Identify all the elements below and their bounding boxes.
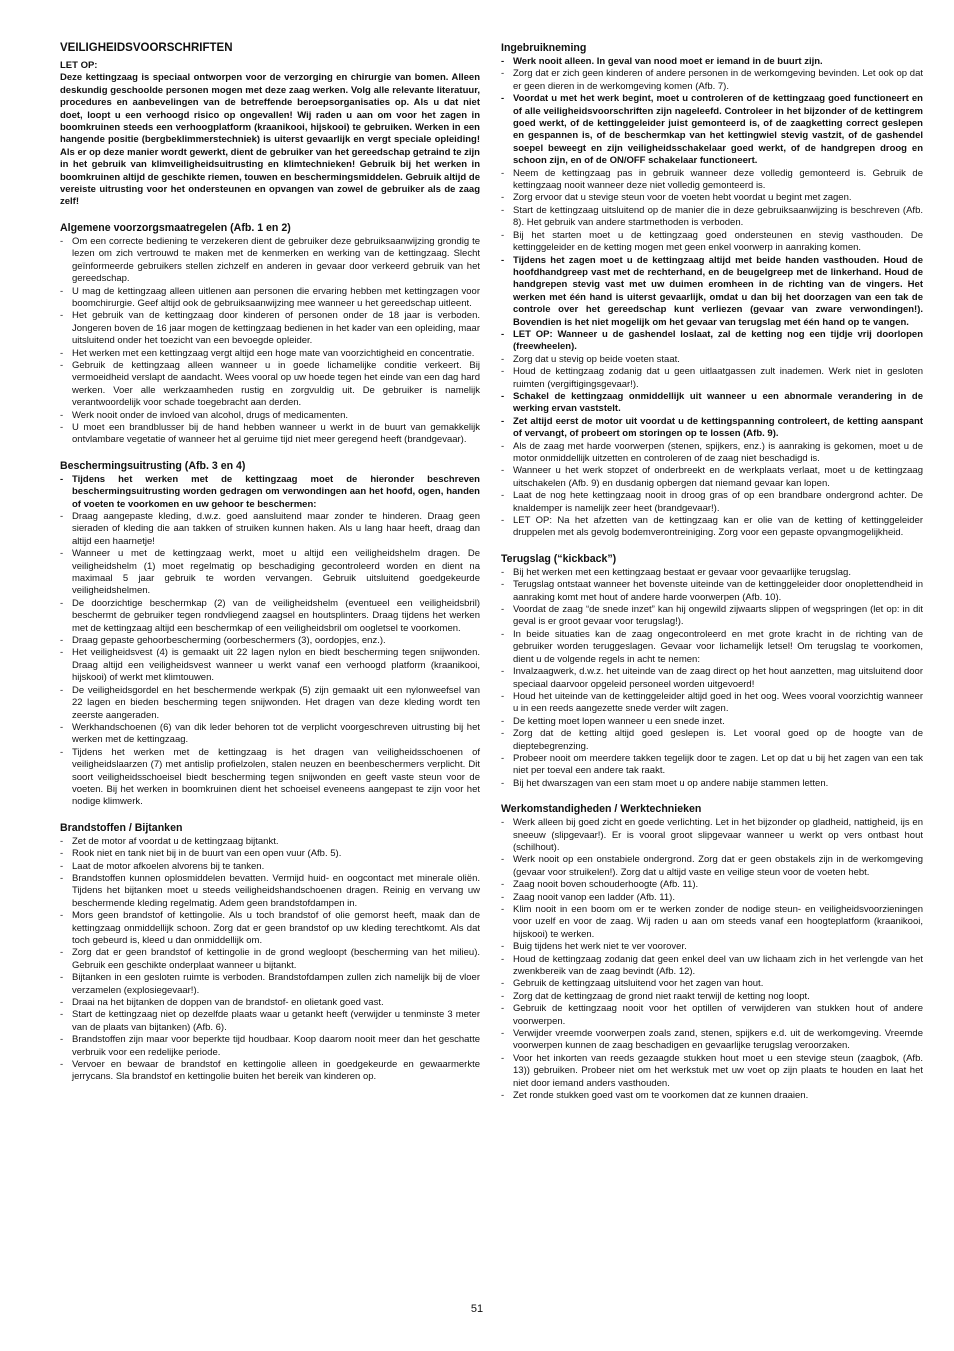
right-sections: [501, 42, 923, 1103]
list-item: - Laat de nog hete kettingzaag nooit in droog gras of op een brandbare ondergrond achter. De knaldemper is namelijk zeer heet (brandgevaar!).: [501, 490, 923, 515]
list-item: - Werk nooit alleen. In geval van nood moet er iemand in de buurt zijn.: [501, 56, 923, 68]
list-item: - Wanneer u met de kettingzaag werkt, moet u altijd een veiligheidshelm dragen. De veiligheidshelm (1) moet regelmatig op beschadiging gecontroleerd worden en dient na maximaal 5 jaar gebruik te worden vervangen. Gebruik uitsluitend goedgekeurde veiligheidshelmen.: [60, 548, 480, 598]
list-item: - Het gebruik van de kettingzaag door kinderen of personen onder de 18 jaar is verboden. Jongeren boven de 16 jaar mogen de kettingzaag bedienen in het kader van een opleiding, maar uitsluitend onder het toezicht van een bevoegde opleider.: [60, 310, 480, 347]
list-item: - Houd het uiteinde van de kettinggeleider altijd goed in het oog. Wees vooral voorzichtig wanneer u in een reeds aangezette snede verder wilt zagen.: [501, 691, 923, 716]
list-item: - Gebruik de kettingzaag alleen wanneer u in goede lichamelijke conditie verkeert. Bij vermoeidheid verslapt de aandacht. Wees vooral op uw hoede tegen het einde van een dag hard werken. Voer alle werkzaamheden rustig en zorgvuldig uit. De gebruiker is namelijk verantwoordelijk voor schade toegebracht aan derden.: [60, 360, 480, 410]
notice-label: LET OP:: [60, 60, 98, 71]
section-list: [501, 817, 923, 1102]
list-item: - Start de kettingzaag niet op dezelfde plaats waar u getankt heeft (verwijder u tenminste 3 meter van de plaats van bijtanken) (Afb. 6).: [60, 1009, 480, 1034]
page-title: VEILIGHEIDSVOORSCHRIFTEN: [60, 42, 233, 54]
list-item: - Voordat u met het werk begint, moet u controleren of de kettingzaag goed functioneert en of alle veiligheidsvoorschriften zijn nageleefd. Controleer in het bijzonder of de kettingrem goed werkt, of de kettinggeleider juist gemonteerd is, of de zaagketting correct geslepen en gespannen is, of de beschermkap van het kettingwiel stevig vastzit, of de gashendel soepel beweegt en zijn veiligheidsschakelaar goed werkt, of de handgrepen droog en schoon zijn, en of de ON/OFF schakelaar functioneert.: [501, 93, 923, 167]
list-item: - Tijdens het zagen moet u de kettingzaag altijd met beide handen vasthouden. Houd de hoofdhandgreep vast met de rechterhand, en de beugelgreep met de linkerhand. Houd de handgrepen stevig vast met uw duimen eromheen in de richting van de vingers. Het werken met één hand is uiterst gevaarlijk, omdat u dan bij het doorzagen van een tak de controle over het gereedschap kunt verliezen (gevaar van zware verwondingen!). Bovendien is het niet mogelijk om het gevaar van terugslag met één hand op te vangen.: [501, 255, 923, 329]
list-item: - Start de kettingzaag uitsluitend op de manier die in deze gebruiksaanwijzing is beschreven (Afb. 8). Het gebruik van andere startmethoden is verboden.: [501, 205, 923, 230]
section-heading: Ingebruikneming: [501, 42, 587, 54]
list-item: - In beide situaties kan de zaag ongecontroleerd en met grote kracht in de richting van de gebruiker worden teruggeslagen. Gevaar voor lichamelijk letsel! Om terugslag te voorkomen, dient u de volgende regels in acht te nemen:: [501, 629, 923, 666]
list-item: - Bij het werken met een kettingzaag bestaat er gevaar voor gevaarlijke terugslag.: [501, 567, 923, 579]
list-item: - Om een correcte bediening te verzekeren dient de gebruiker deze gebruiksaanwijzing grondig te lezen om zich vertrouwd te maken met de kenmerken en werking van de kettingzaag. Slecht geïnformeerde gebruikers stellen zichzelf en anderen in gevaar door verkeerd gebruik van het gereedschap.: [60, 236, 480, 286]
list-item: - Brandstoffen kunnen oplosmiddelen bevatten. Vermijd huid- en oogcontact met minerale oliën. Tijdens het bijtanken moet u steeds veiligheidshandschoenen dragen. Reinig en vervang uw beschermende kleding regelmatig. Adem geen brandstofdampen in.: [60, 873, 480, 910]
left-sections: [60, 222, 480, 1084]
list-item: - Schakel de kettingzaag onmiddellijk uit wanneer u een abnormale verandering in de werking ervan vaststelt.: [501, 391, 923, 416]
list-item: - Werk alleen bij goed zicht en goede verlichting. Let in het bijzonder op gladheid, nattigheid, ijs en sneeuw (slipgevaar!). Er is vooral groot slipgevaar wanneer u werkt op vers ontbast hout (schilhout).: [501, 817, 923, 854]
list-item: - De doorzichtige beschermkap (2) van de veiligheidshelm (eventueel een veiligheidsbril) beschermt de gebruiker tegen rondvliegend zaagsel en houtsplinters. Draag tijdens het werken met de kettingzaag altijd een beschermkap of een veiligheidsbril om oogletsel te voorkomen.: [60, 598, 480, 635]
list-item: - LET OP: Wanneer u de gashendel loslaat, zal de ketting nog een tijdje vrij doorlopen (freewheelen).: [501, 329, 923, 354]
list-item: - U mag de kettingzaag alleen uitlenen aan personen die ervaring hebben met kettingzagen voor boomchirurgie. Geef altijd ook de gebruiksaanwijzing mee wanneer u het gereedschap uitleent.: [60, 286, 480, 311]
list-item: - Verwijder vreemde voorwerpen zoals zand, stenen, spijkers e.d. uit de werkomgeving. Vreemde voorwerpen kunnen de zaag beschadigen en gevaarlijke terugslag veroorzaken.: [501, 1028, 923, 1053]
list-item: - Wanneer u het werk stopzet of onderbreekt en de werkplaats verlaat, moet u de kettingzaag uitschakelen (Afb. 9) en dusdanig opbergen dat niemand gevaar kan lopen.: [501, 465, 923, 490]
list-item: - Mors geen brandstof of kettingolie. Als u toch brandstof of olie gemorst heeft, maak dan de kettingzaag onmiddellijk schoon. Zorg dat er geen brandstof op uw kleding terechtkomt. Als dat toch gebeurd is, kleed u dan onmiddellijk om.: [60, 910, 480, 947]
list-item: - U moet een brandblusser bij de hand hebben wanneer u werkt in de buurt van gemakkelijk ontvlambare vegetatie of wanneer het al geruime tijd niet meer geregend heeft (brandgevaar).: [60, 422, 480, 447]
list-item: - Werk nooit op een onstabiele ondergrond. Zorg dat er geen obstakels zijn in de werkomgeving (gevaar voor struikelen!). Zorg dat u altijd vaste en veilige steun voor de voeten hebt.: [501, 854, 923, 879]
list-item: - Buig tijdens het werk niet te ver voorover.: [501, 941, 923, 953]
list-item: - Zorg ervoor dat u stevige steun voor de voeten hebt voordat u begint met zagen.: [501, 192, 923, 204]
list-item: - Als de zaag met harde voorwerpen (stenen, spijkers, enz.) is aanraking is gekomen, moet u de motor onmiddellijk uitzetten en controleren of de zaag niet beschadigd is.: [501, 441, 923, 466]
list-item: - Laat de motor afkoelen alvorens bij te tanken.: [60, 861, 480, 873]
list-item: - Zorg dat de kettingzaag de grond niet raakt terwijl de ketting nog loopt.: [501, 991, 923, 1003]
section-list: [501, 567, 923, 790]
list-item: - Werkhandschoenen (6) van dik leder behoren tot de verplicht voorgeschreven uitrusting bij het werken met de kettingzaag.: [60, 722, 480, 747]
list-item: - Zorg dat de ketting altijd goed geslepen is. Let vooral goed op de hoogte van de dieptebegrenzing.: [501, 728, 923, 753]
list-item: - Gebruik de kettingzaag nooit voor het optillen of verwijderen van stukken hout of andere voorwerpen.: [501, 1003, 923, 1028]
list-item: - Bij het starten moet u de kettingzaag goed ondersteunen en stevig vasthouden. De kettinggeleider en de ketting mogen met geen enkel voorwerp in aanraking komen.: [501, 230, 923, 255]
list-item: - Gebruik de kettingzaag uitsluitend voor het zagen van hout.: [501, 978, 923, 990]
list-item: - Tijdens het werken met de kettingzaag is het dragen van veiligheidsschoenen of veiligheidslaarzen (7) met antislip profielzolen, stalen neuzen en beenbeschermers verplicht. Dit soort veiligheidsschoeisel biedt bescherming tegen snijwonden en geeft vaste steun voor de voeten. Bij het werken in boomkruinen dient het schoeisel eveneens aangepast te zijn voor het nodige klimwerk.: [60, 747, 480, 809]
section-heading: Terugslag (“kickback”): [501, 552, 617, 565]
list-item: - Klim nooit in een boom om er te werken zonder de nodige steun- en veiligheidsvoorzieningen voor uzelf en voor de zaag. Wij raden u aan om steeds vanaf een hoogteplatform (kraanikooi, hijskooi) te werken.: [501, 904, 923, 941]
list-item: - Zet de motor af voordat u de kettingzaag bijtankt.: [60, 836, 480, 848]
list-item: - Probeer nooit om meerdere takken tegelijk door te zagen. Let op dat u bij het zagen van een tak niet per toeval een andere tak raakt.: [501, 753, 923, 778]
list-item: - Voor het inkorten van reeds gezaagde stukken hout moet u een stevige steun (zaagbok, (Afb. 13)) gebruiken. Probeer niet om het werkstuk met uw voet op zijn plaats te houden en laat het niet door iemand anders vasthouden.: [501, 1053, 923, 1090]
list-item: - Werk nooit onder de invloed van alcohol, drugs of medicamenten.: [60, 410, 480, 422]
left-column: [60, 42, 480, 1084]
section-heading: Brandstoffen / Bijtanken: [60, 821, 183, 834]
list-item: - Het werken met een kettingzaag vergt altijd een hoge mate van voorzichtigheid en concentratie.: [60, 348, 480, 360]
section-heading: Beschermingsuitrusting (Afb. 3 en 4): [60, 459, 246, 472]
list-item: - Zaag nooit vanop een ladder (Afb. 11).: [501, 892, 923, 904]
list-item: - Draai na het bijtanken de doppen van de brandstof- en olietank goed vast.: [60, 997, 480, 1009]
list-item: - Zet ronde stukken goed vast om te voorkomen dat ze kunnen draaien.: [501, 1090, 923, 1102]
list-item: - Tijdens het werken met de kettingzaag moet de hieronder beschreven beschermingsuitrusting worden gedragen om verwondingen aan het hoofd, ogen, handen of voeten te voorkomen en uw gehoor te beschermen:: [60, 474, 480, 511]
list-item: - Invalzaagwerk, d.w.z. het uiteinde van de zaag direct op het hout aanzetten, mag uitsluitend door speciaal daarvoor opgeleid personeel worden uitgevoerd!: [501, 666, 923, 691]
section-list: [501, 56, 923, 540]
list-item: - De veiligheidsgordel en het beschermende werkpak (5) zijn gemaakt uit een nylonweefsel van 22 lagen en bieden bescherming tegen snijwonden. Het dragen van deze kleding wordt ten zeerste aangeraden.: [60, 685, 480, 722]
list-item: - Rook niet en tank niet bij in de buurt van een open vuur (Afb. 5).: [60, 848, 480, 860]
list-item: - Zorg dat er zich geen kinderen of andere personen in de werkomgeving bevinden. Let ook op dat er geen dieren in de werkomgeving komen (Afb. 7).: [501, 68, 923, 93]
list-item: - Zorg dat er geen brandstof of kettingolie in de grond wegloopt (bescherming van het milieu). Gebruik een geschikte onderplaat wanneer u bijtankt.: [60, 947, 480, 972]
list-item: - Terugslag ontstaat wanneer het bovenste uiteinde van de kettinggeleider door onoplettendheid in aanraking komt met hout of andere harde voorwerpen (Afb. 10).: [501, 579, 923, 604]
list-item: - Zorg dat u stevig op beide voeten staat.: [501, 354, 923, 366]
page-number: 51: [470, 1303, 484, 1315]
section-heading: Algemene voorzorgsmaatregelen (Afb. 1 en 2): [60, 221, 291, 234]
section-list: [60, 236, 480, 447]
list-item: - Bij het dwarszagen van een stam moet u op andere nabije stammen letten.: [501, 778, 923, 790]
list-item: - De ketting moet lopen wanneer u een snede inzet.: [501, 716, 923, 728]
list-item: - Bijtanken in een gesloten ruimte is verboden. Brandstofdampen zullen zich namelijk bij de vloer verzamelen (explosiegevaar!).: [60, 972, 480, 997]
list-item: - Zet altijd eerst de motor uit voordat u de kettingspanning controleert, de ketting aanspant of vervangt, of probeert om storingen op te lossen (Afb. 9).: [501, 416, 923, 441]
list-item: - Brandstoffen zijn maar voor beperkte tijd houdbaar. Koop daarom nooit meer dan het geschatte verbruik voor een redelijke periode.: [60, 1034, 480, 1059]
list-item: - Zaag nooit boven schouderhoogte (Afb. 11).: [501, 879, 923, 891]
section-list: [60, 836, 480, 1084]
list-item: - LET OP: Na het afzetten van de kettingzaag kan er olie van de ketting of kettinggeleider druppelen met als gevolg bodemverontreiniging. Zorg voor een gepaste opvangmogelijkheid.: [501, 515, 923, 540]
list-item: - Houd de kettingzaag zodanig dat u geen uitlaatgassen zult inademen. Werk niet in gesloten ruimten (vergiftigingsgevaar!).: [501, 366, 923, 391]
list-item: - Het veiligheidsvest (4) is gemaakt uit 22 lagen nylon en biedt bescherming tegen snijwonden. Draag altijd een veiligheidsvest wanneer u werkt vanaf een verhoogd platform (kraanikooi, hijskooi) of werkt met klimtouwen.: [60, 647, 480, 684]
list-item: - Voordat de zaag “de snede inzet” kan hij ongewild zijwaarts slippen of wegspringen (let op: in dit geval is er groot gevaar voor terugslag!).: [501, 604, 923, 629]
list-item: - Draag gepaste gehoorbescherming (oorbeschermers (3), oordopjes, enz.).: [60, 635, 480, 647]
right-column: [501, 42, 923, 1103]
list-item: - Draag aangepaste kleding, d.w.z. goed aansluitend maar zonder te hinderen. Draag geen sieraden of kleding die aan takken of struiken kunnen haken. Als u lang haar heeft, draag dan altijd een haarnetje!: [60, 511, 480, 548]
section-heading: Werkomstandigheden / Werktechnieken: [501, 803, 702, 816]
list-item: - Houd de kettingzaag zodanig dat geen enkel deel van uw lichaam zich in het verlengde van het zwenkbereik van de zaag bevindt (Afb. 12).: [501, 954, 923, 979]
notice-text: Deze kettingzaag is speciaal ontworpen voor de verzorging en chirurgie van bomen. Alleen deskundig geschoolde personen mogen met deze zaag werken. Volg alle relevante literatuur, procedures en aanbevelingen van de betreffende beroepsorganisaties op. Als u dat niet doet, loopt u een verhoogd risico op ongevallen! Wij raden u aan om voor het zagen in boomkruinen steeds een verhoogplatform (kraanikooi, hijskooi) te gebruiken. Werken in een hangende positie (bergbeklimmerstechniek) is uiterst gevaarlijk en vergt speciale opleiding! Als er op deze manier wordt gewerkt, dient de gebruiker van het gereedschap getraind te zijn in het gebruik van klimveiligheidsuitrusting en klimtechnieken! Gebruik bij het werken in boomkruinen altijd de geschikte riemen, touwen en beschermingsmiddelen. Gebruik altijd de vereiste uitrusting voor het ondersteunen en opvangen van zowel de gebruiker als de zaag zelf!: [60, 72, 480, 208]
list-item: - Neem de kettingzaag pas in gebruik wanneer deze volledig gemonteerd is. Gebruik de kettingzaag nooit wanneer deze niet volledig gemonteerd is.: [501, 168, 923, 193]
list-item: - Vervoer en bewaar de brandstof en kettingolie alleen in goedgekeurde en gewaarmerkte jerrycans. Sla brandstof en kettingolie buiten het bereik van kinderen op.: [60, 1059, 480, 1084]
section-list: [60, 474, 480, 809]
